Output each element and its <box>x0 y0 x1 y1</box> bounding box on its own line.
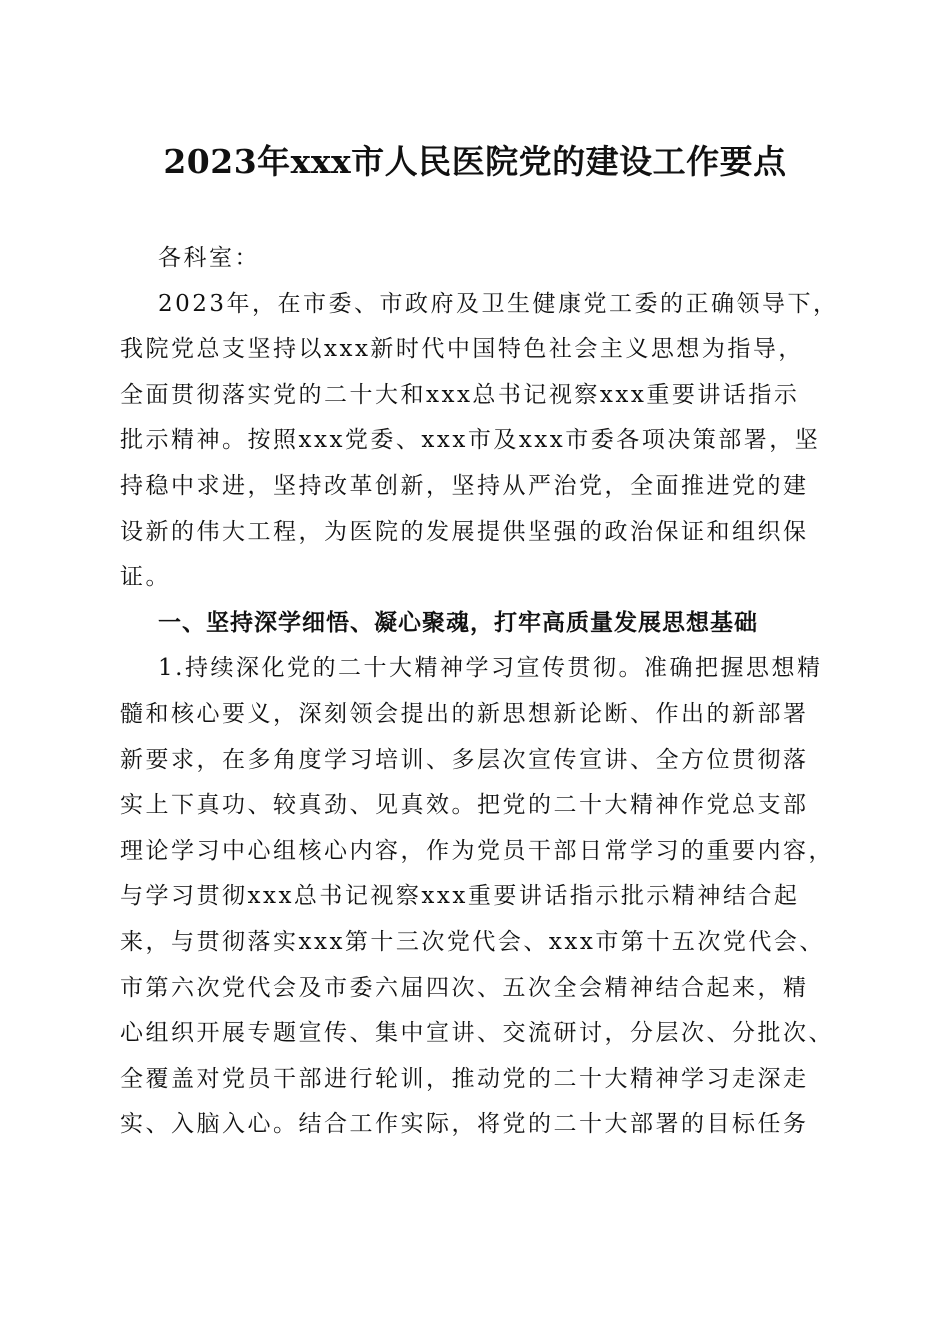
section-line: 心组织开展专题宣传、集中宣讲、交流研讨，分层次、分批次、 <box>120 1020 834 1047</box>
section-line: 1.持续深化党的二十大精神学习宣传贯彻。准确把握思想精 <box>158 655 823 682</box>
intro-line: 我院党总支坚持以xxx新时代中国特色社会主义思想为指导， <box>120 336 804 363</box>
intro-line: 设新的伟大工程，为医院的发展提供坚强的政治保证和组织保 <box>120 518 809 545</box>
section-line: 与学习贯彻xxx总书记视察xxx重要讲话指示批示精神结合起 <box>120 883 800 910</box>
section-line: 实、入脑入心。结合工作实际，将党的二十大部署的目标任务 <box>120 1111 809 1138</box>
section-line: 市第六次党代会及市委六届四次、五次全会精神结合起来，精 <box>120 974 809 1001</box>
section-line: 实上下真功、较真劲、见真效。把党的二十大精神作党总支部 <box>120 792 809 819</box>
intro-line: 证。 <box>120 564 171 591</box>
intro-line: 2023年，在市委、市政府及卫生健康党工委的正确领导下， <box>158 290 839 317</box>
section-heading: 一、坚持深学细悟、凝心聚魂，打牢高质量发展思想基础 <box>158 609 758 636</box>
section-line: 新要求，在多角度学习培训、多层次宣传宣讲、全方位贯彻落 <box>120 746 809 773</box>
document-body <box>120 236 840 1148</box>
section-line: 理论学习中心组核心内容，作为党员干部日常学习的重要内容， <box>120 837 834 864</box>
section-line: 髓和核心要义，深刻领会提出的新思想新论断、作出的新部署 <box>120 700 809 727</box>
intro-line: 持稳中求进，坚持改革创新，坚持从严治党，全面推进党的建 <box>120 472 809 499</box>
section-line: 来，与贯彻落实xxx第十三次党代会、xxx市第十五次党代会、 <box>120 928 825 955</box>
intro-line: 全面贯彻落实党的二十大和xxx总书记视察xxx重要讲话指示 <box>120 381 800 408</box>
intro-line: 批示精神。按照xxx党委、xxx市及xxx市委各项决策部署，坚 <box>120 427 821 454</box>
salutation: 各科室： <box>158 245 260 271</box>
document-title: 2023年xxx市人民医院党的建设工作要点 <box>163 142 787 181</box>
section-line: 全覆盖对党员干部进行轮训，推动党的二十大精神学习走深走 <box>120 1065 809 1092</box>
